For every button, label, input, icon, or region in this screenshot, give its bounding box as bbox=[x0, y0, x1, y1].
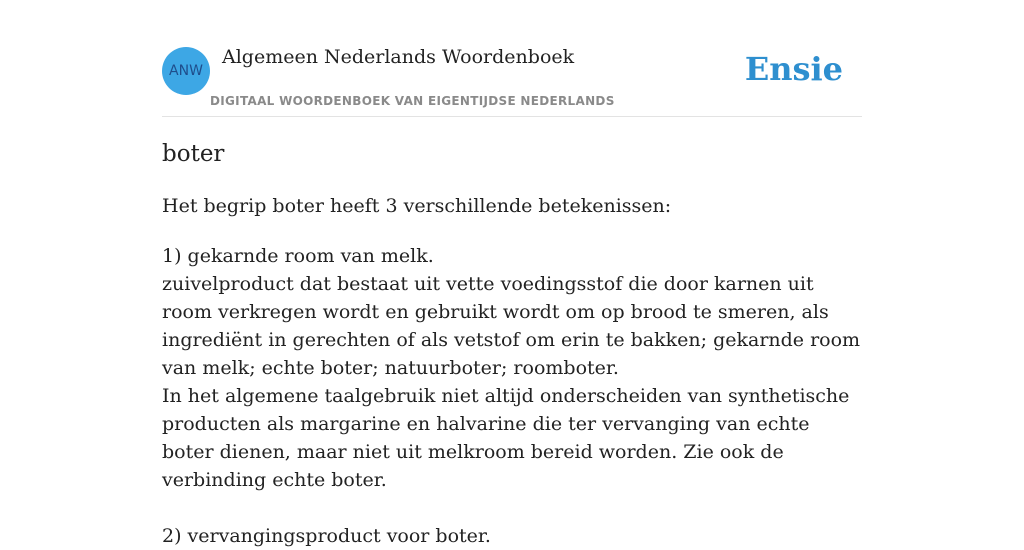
entry-word: boter bbox=[162, 141, 225, 167]
site-header bbox=[162, 0, 862, 117]
meaning-item bbox=[162, 242, 862, 494]
meaning-heading: 1) gekarnde room van melk. bbox=[162, 245, 434, 267]
site-subtitle: DIGITAAL WOORDENBOEK VAN EIGENTIJDSE NEDERLANDS bbox=[210, 94, 615, 108]
meaning-heading: 2) vervangingsproduct voor boter. bbox=[162, 525, 491, 547]
logo-text: ANW bbox=[169, 63, 203, 79]
meaning-definition: zuivelproduct dat bestaat uit vette voedingsstof die door karnen uit room verkregen wordt en gebruikt wordt om op brood te smeren, als ingrediënt in gerechten of als vetstof om erin te bakken; gekarnde room van melk; echte boter; natuurboter; roomboter. bbox=[162, 273, 861, 379]
meanings-list bbox=[162, 242, 862, 550]
page bbox=[162, 0, 862, 547]
anw-logo-icon[interactable] bbox=[162, 47, 210, 95]
site-title[interactable]: Algemeen Nederlands Woordenboek bbox=[222, 46, 575, 68]
ensie-brand-link[interactable]: Ensie bbox=[744, 50, 843, 88]
meaning-item bbox=[162, 522, 862, 550]
entry-intro: Het begrip boter heeft 3 verschillende betekenissen: bbox=[162, 195, 672, 217]
meaning-note: In het algemene taalgebruik niet altijd onderscheiden van synthetische producten als margarine en halvarine die ter vervanging van echte boter dienen, maar niet uit melkroom bereid worden. Zie ook de verbinding echte boter. bbox=[162, 385, 850, 491]
